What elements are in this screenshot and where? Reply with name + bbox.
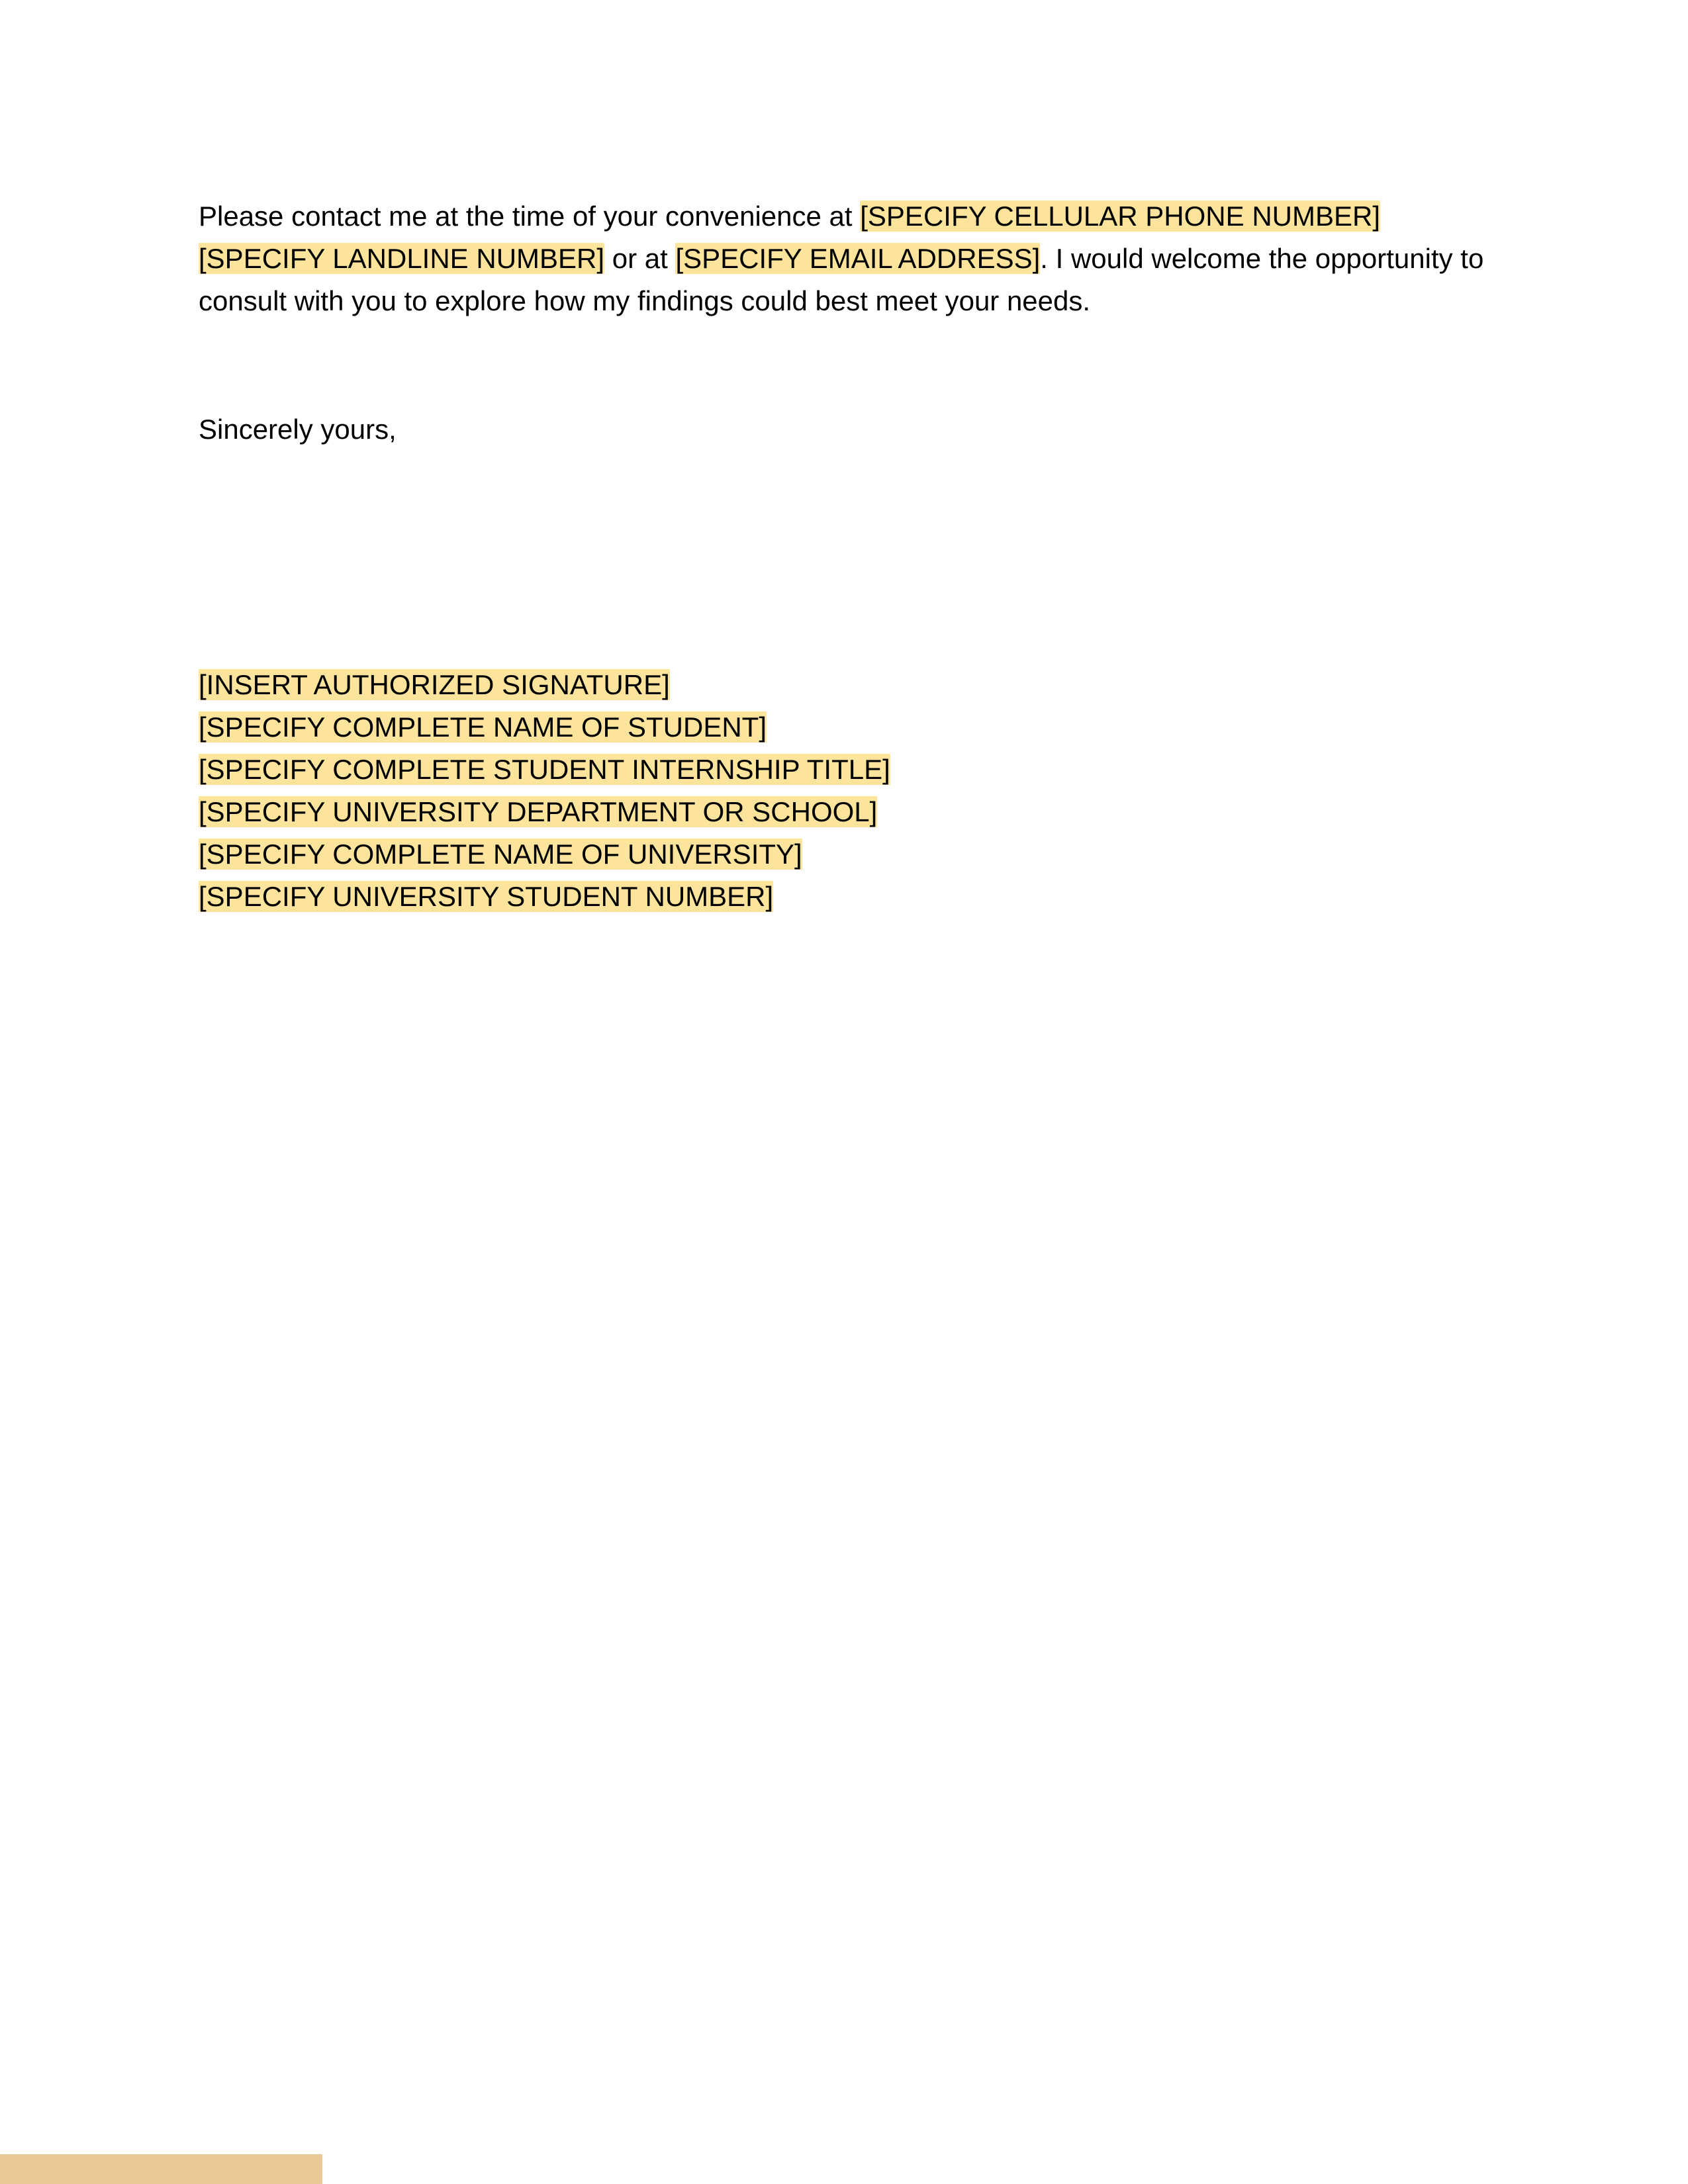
- email-placeholder: [SPECIFY EMAIL ADDRESS]: [675, 243, 1041, 274]
- university-name-line: [199, 833, 1258, 876]
- student-number-line: [199, 876, 1258, 918]
- contact-text-after: . I would welcome the opportunity to consult with you to explore how my findings could best meet your needs.: [199, 243, 1484, 316]
- internship-title-line: [199, 749, 1258, 791]
- signature-line: [199, 664, 1258, 706]
- closing-salutation: Sincerely yours,: [199, 414, 397, 445]
- university-name-placeholder: [SPECIFY COMPLETE NAME OF UNIVERSITY]: [199, 839, 802, 870]
- student-name-line: [199, 706, 1258, 749]
- contact-text-before: Please contact me at the time of your convenience at: [199, 201, 861, 232]
- phone-placeholder: [SPECIFY CELLULAR PHONE NUMBER] [SPECIFY LANDLINE NUMBER]: [199, 201, 1380, 274]
- student-number-placeholder: [SPECIFY UNIVERSITY STUDENT NUMBER]: [199, 881, 774, 912]
- footer-accent-bar: [0, 2154, 322, 2184]
- department-placeholder: [SPECIFY UNIVERSITY DEPARTMENT OR SCHOOL]: [199, 796, 878, 827]
- signature-block: [199, 664, 1258, 918]
- department-line: [199, 791, 1258, 833]
- letter-body: [199, 195, 1496, 912]
- student-name-placeholder: [SPECIFY COMPLETE NAME OF STUDENT]: [199, 711, 767, 743]
- contact-text-middle: or at: [604, 243, 676, 274]
- signature-placeholder: [INSERT AUTHORIZED SIGNATURE]: [199, 669, 670, 700]
- contact-paragraph: [199, 195, 1496, 322]
- internship-title-placeholder: [SPECIFY COMPLETE STUDENT INTERNSHIP TITLE]: [199, 754, 890, 785]
